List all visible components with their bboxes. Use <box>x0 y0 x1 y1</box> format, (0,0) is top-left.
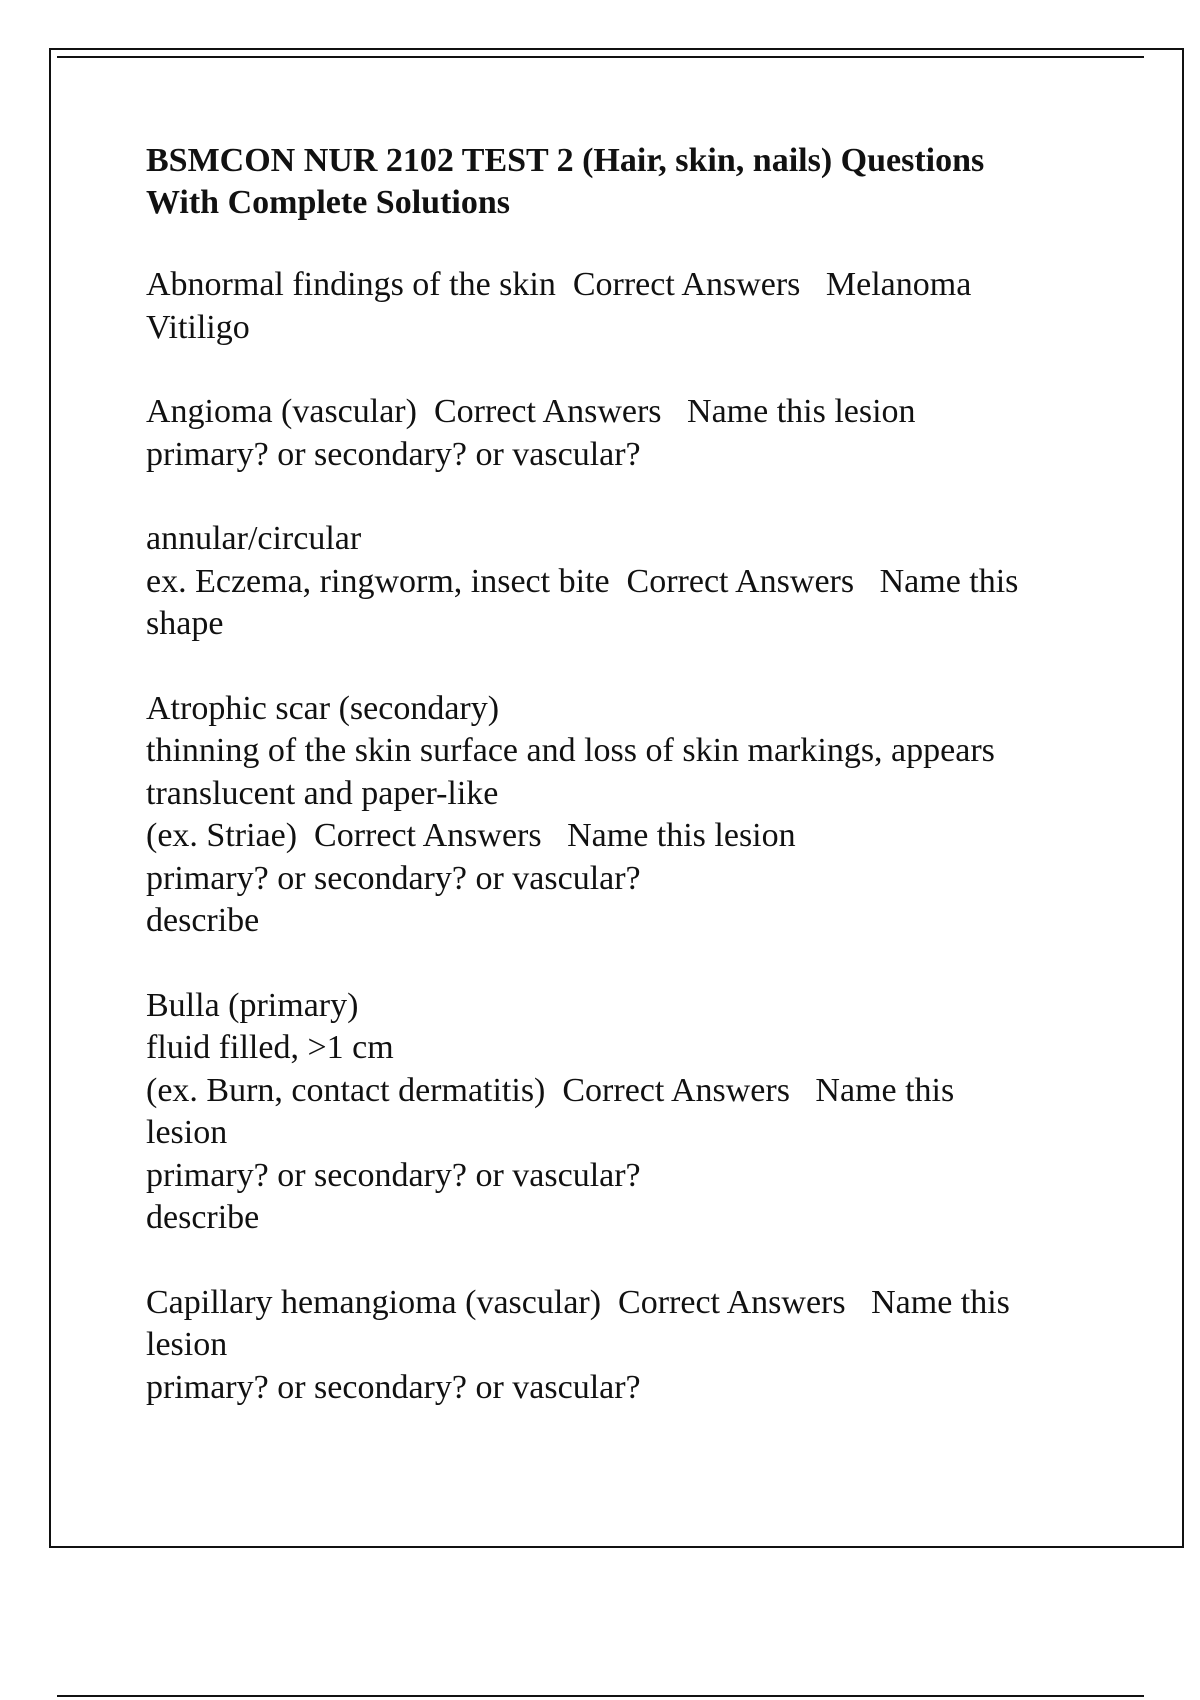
entry-line: Capillary hemangioma (vascular) Correct Answers Name this <box>146 1283 1010 1321</box>
entry-line: primary? or secondary? or vascular? <box>146 1368 641 1406</box>
bottom-rule <box>57 1695 1144 1697</box>
entry-line: lesion <box>146 1114 228 1151</box>
entry-line: lesion <box>146 1326 228 1363</box>
entry-line: Bulla (primary) <box>146 986 359 1024</box>
entry-line: (ex. Striae) Correct Answers Name this lesion <box>146 817 796 854</box>
entry-line: shape <box>146 605 224 642</box>
entry-line: fluid filled, >1 cm <box>146 1029 394 1066</box>
document-title <box>146 140 1106 224</box>
qa-entry <box>146 688 1106 943</box>
entry-line: Angioma (vascular) Correct Answers Name this lesion <box>146 393 916 430</box>
entry-line: describe <box>146 902 260 939</box>
qa-entry <box>146 1282 1106 1410</box>
qa-entry <box>146 391 1106 476</box>
entry-line: (ex. Burn, contact dermatitis) Correct Answers Name this <box>146 1071 955 1109</box>
qa-entry <box>146 985 1106 1240</box>
entry-line: thinning of the skin surface and loss of skin markings, appears <box>146 732 995 769</box>
entry-line: Abnormal findings of the skin Correct Answers Melanoma <box>146 266 972 303</box>
entry-line: describe <box>146 1199 260 1236</box>
title-line: With Complete Solutions <box>146 184 510 221</box>
qa-entry <box>146 264 1106 349</box>
entry-line: primary? or secondary? or vascular? <box>146 859 641 897</box>
entry-line: translucent and paper-like <box>146 774 499 812</box>
qa-entry <box>146 518 1106 646</box>
document-body <box>146 140 1106 1451</box>
entry-line: primary? or secondary? or vascular? <box>146 435 641 473</box>
entry-line: Atrophic scar (secondary) <box>146 689 500 727</box>
title-line: BSMCON NUR 2102 TEST 2 (Hair, skin, nails) Questions <box>146 142 985 179</box>
entry-line: Vitiligo <box>146 308 250 346</box>
entry-line: primary? or secondary? or vascular? <box>146 1156 641 1194</box>
entry-line: ex. Eczema, ringworm, insect bite Correct Answers Name this <box>146 562 1019 600</box>
entry-line: annular/circular <box>146 520 362 557</box>
